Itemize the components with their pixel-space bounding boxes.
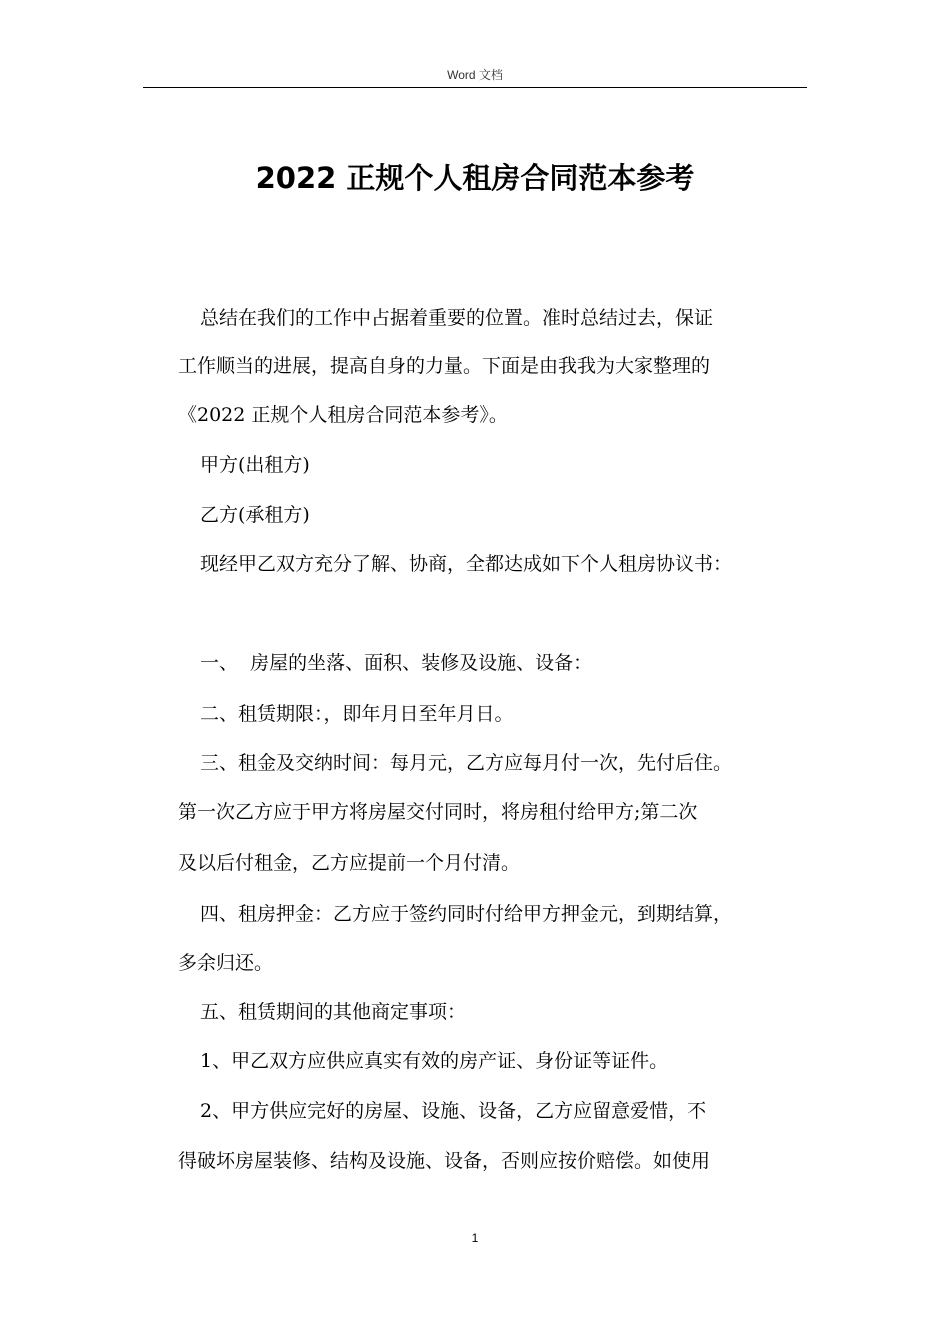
clause-line: 一、 房屋的坐落、面积、装修及设施、设备： bbox=[200, 652, 593, 674]
clause-line: 第一次乙方应于甲方将房屋交付同时，将房租付给甲方;第二次 bbox=[178, 801, 698, 823]
page-header: Word 文档 bbox=[447, 68, 503, 82]
paragraph-line: 工作顺当的进展，提高自身的力量。下面是由我我为大家整理的 bbox=[178, 355, 711, 377]
paragraph-line: 《2022 正规个人租房合同范本参考》。 bbox=[178, 404, 508, 426]
clause-line: 1、甲乙双方应供应真实有效的房产证、身份证等证件。 bbox=[200, 1050, 669, 1072]
party-b-line: 乙方(承租方) bbox=[200, 504, 310, 526]
clause-line: 及以后付租金，乙方应提前一个月付清。 bbox=[178, 852, 521, 874]
clause-line: 多余归还。 bbox=[178, 952, 274, 974]
paragraph-line: 现经甲乙双方充分了解、协商，全都达成如下个人租房协议书： bbox=[200, 553, 733, 575]
document-title: 2022 正规个人租房合同范本参考 bbox=[255, 161, 695, 195]
clause-line: 2、甲方供应完好的房屋、设施、设备，乙方应留意爱惜，不 bbox=[200, 1100, 707, 1122]
party-a-line: 甲方(出租方) bbox=[200, 454, 310, 476]
clause-line: 四、租房押金：乙方应于签约同时付给甲方押金元，到期结算， bbox=[200, 903, 733, 925]
clause-line: 得破坏房屋装修、结构及设施、设备，否则应按价赔偿。如使用 bbox=[178, 1150, 711, 1172]
paragraph-line: 总结在我们的工作中占据着重要的位置。准时总结过去，保证 bbox=[200, 307, 714, 329]
clause-line: 五、租赁期间的其他商定事项： bbox=[200, 1001, 467, 1023]
header-divider bbox=[143, 87, 807, 88]
page-number: 1 bbox=[471, 1231, 479, 1245]
clause-line: 三、租金及交纳时间：每月元，乙方应每月付一次，先付后住。 bbox=[200, 752, 733, 774]
clause-line: 二、租赁期限：，即年月日至年月日。 bbox=[200, 703, 514, 725]
